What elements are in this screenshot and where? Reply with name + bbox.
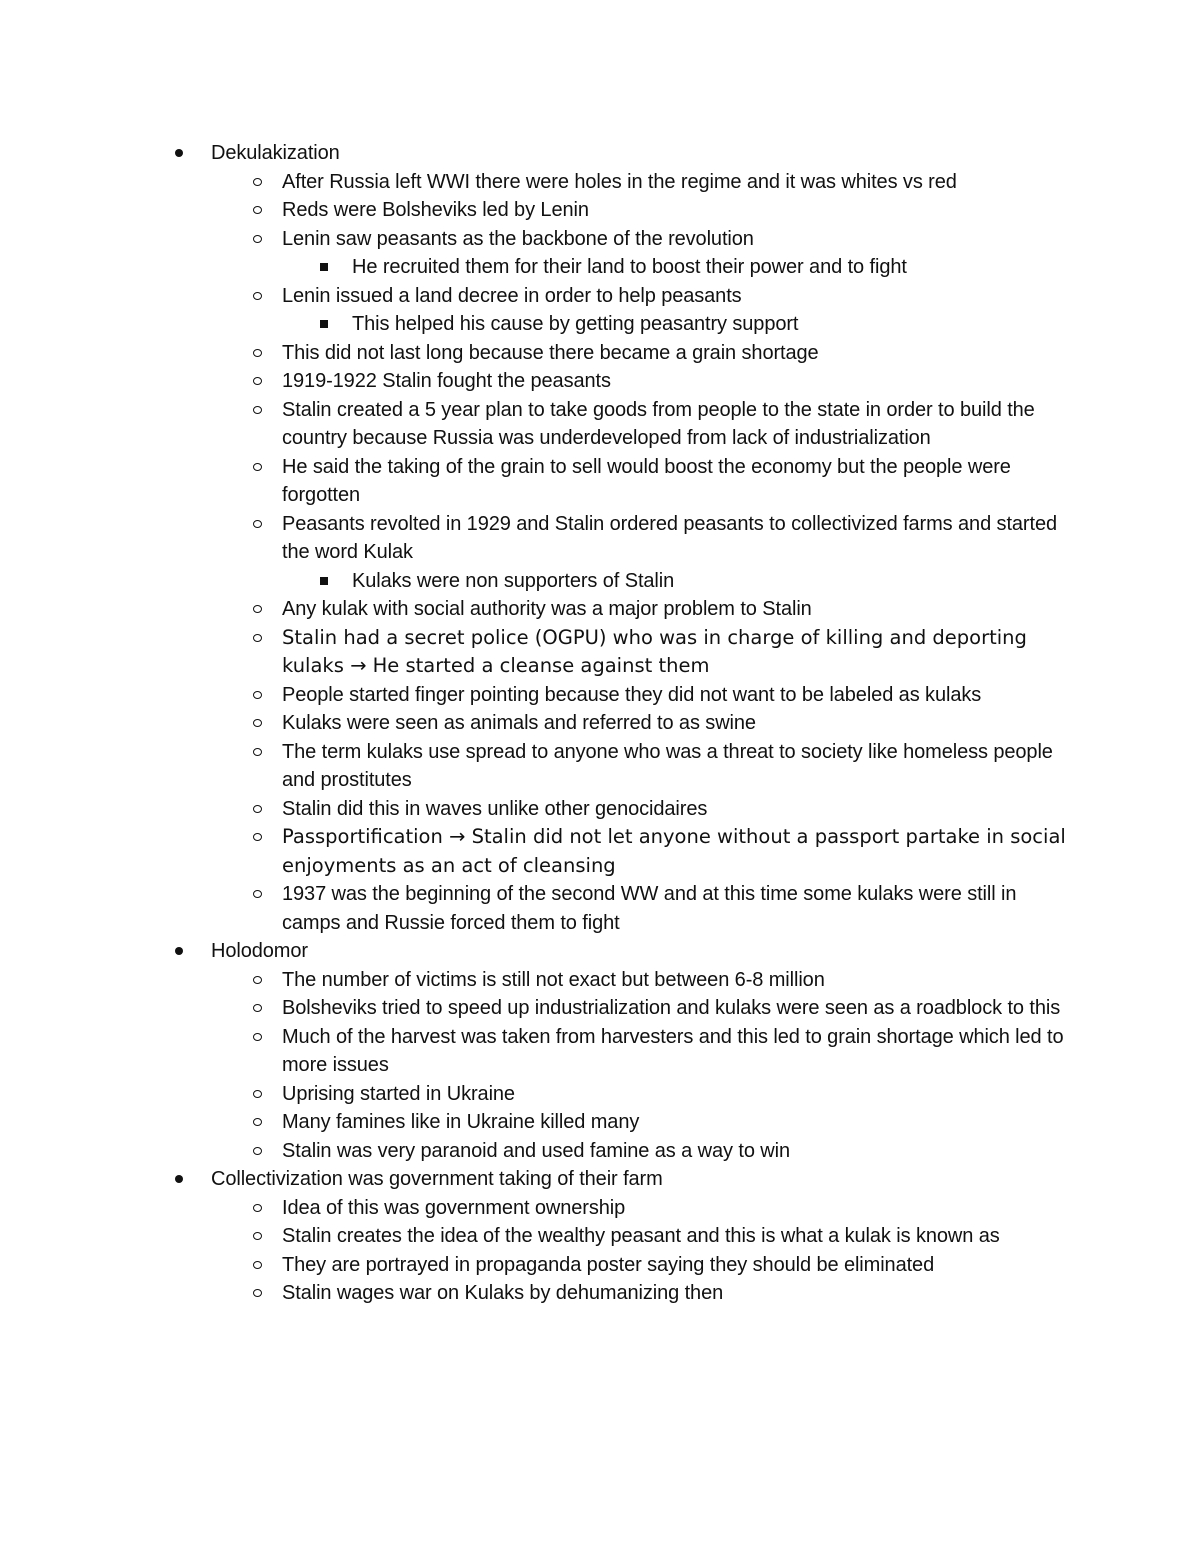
list-item: [282, 339, 1072, 368]
list-item-text: People started finger pointing because they did not want to be labeled as kulaks: [282, 683, 982, 706]
list-item: [282, 1108, 1072, 1137]
list-item: [282, 738, 1072, 795]
circle-bullet-icon: [249, 709, 265, 738]
list-item-text: Stalin was very paranoid and used famine as a way to win: [282, 1139, 791, 1162]
circle-bullet-icon: [249, 225, 265, 254]
list-item: [282, 1222, 1072, 1251]
list-item: [282, 1279, 1072, 1308]
circle-bullet-icon: [249, 966, 265, 995]
list-item: [282, 994, 1072, 1023]
circle-bullet-icon: [249, 1279, 265, 1308]
list-item: [282, 1194, 1072, 1223]
circle-bullet-icon: [249, 1023, 265, 1052]
list-item: [282, 1023, 1072, 1080]
list-item: [282, 1251, 1072, 1280]
list-item: [352, 310, 1072, 339]
circle-bullet-icon: [249, 339, 265, 368]
list-item-text: This did not last long because there became a grain shortage: [282, 341, 819, 364]
list-item: [282, 681, 1072, 710]
list-item: [211, 1165, 1071, 1194]
list-item-text: The term kulaks use spread to anyone who was a threat to society like homeless people and prostitutes: [282, 740, 1053, 791]
list-item-text: Kulaks were seen as animals and referred to as swine: [282, 712, 756, 734]
circle-bullet-icon: [249, 681, 265, 710]
list-item: [282, 795, 1072, 824]
circle-bullet-icon: [249, 282, 265, 311]
list-item-text: Stalin created a 5 year plan to take goods from people to the state in order to build the country because Russia was underdeveloped from lack of industrialization: [282, 398, 1035, 449]
list-item: [282, 225, 1072, 254]
list-item: [282, 282, 1072, 311]
list-item-text: Stalin wages war on Kulaks by dehumanizing then: [282, 1282, 724, 1304]
list-item-text: Lenin saw peasants as the backbone of the revolution: [282, 227, 754, 250]
list-item: [282, 1137, 1072, 1166]
list-item-text: Holodomor: [211, 940, 308, 962]
circle-bullet-icon: [249, 453, 265, 482]
list-item: [282, 966, 1072, 995]
list-item-text: Any kulak with social authority was a major problem to Stalin: [282, 598, 812, 620]
circle-bullet-icon: [249, 1108, 265, 1137]
list-item: [352, 567, 1072, 596]
disc-bullet-icon: [171, 937, 187, 966]
list-item: [282, 1080, 1072, 1109]
list-item: [211, 937, 1071, 966]
list-item-text: Uprising started in Ukraine: [282, 1082, 515, 1105]
list-item-text: Stalin did this in waves unlike other genocidaires: [282, 797, 708, 820]
circle-bullet-icon: [249, 880, 265, 909]
list-item-text: Stalin had a secret police (OGPU) who was in charge of killing and deporting kulaks → He started a cleanse against them: [282, 625, 1027, 677]
square-bullet-icon: [316, 567, 332, 596]
circle-bullet-icon: [249, 994, 265, 1023]
list-item-text: 1937 was the beginning of the second WW and at this time some kulaks were still in camps and Russie forced them to fight: [282, 883, 1017, 934]
list-item-text: Passportification → Stalin did not let anyone without a passport partake in social enjoyments as an act of cleansing: [282, 825, 1066, 877]
list-item-text: He said the taking of the grain to sell would boost the economy but the people were forgotten: [282, 455, 1011, 506]
circle-bullet-icon: [249, 738, 265, 767]
list-item: [282, 196, 1072, 225]
list-item-text: Reds were Bolsheviks led by Lenin: [282, 199, 589, 221]
circle-bullet-icon: [249, 1080, 265, 1109]
disc-bullet-icon: [171, 1165, 187, 1194]
list-item-text: Bolsheviks tried to speed up industrialization and kulaks were seen as a roadblock to this: [282, 997, 1061, 1019]
circle-bullet-icon: [249, 396, 265, 425]
list-item-text: After Russia left WWI there were holes in the regime and it was whites vs red: [282, 170, 957, 193]
bullet-list: [0, 139, 1200, 1308]
circle-bullet-icon: [249, 624, 265, 653]
list-item-text: Lenin issued a land decree in order to help peasants: [282, 284, 742, 307]
circle-bullet-icon: [249, 196, 265, 225]
list-item-text: They are portrayed in propaganda poster saying they should be eliminated: [282, 1253, 935, 1276]
list-item-text: The number of victims is still not exact but between 6-8 million: [282, 968, 825, 991]
circle-bullet-icon: [249, 1137, 265, 1166]
circle-bullet-icon: [249, 795, 265, 824]
circle-bullet-icon: [249, 595, 265, 624]
list-item-text: Stalin creates the idea of the wealthy peasant and this is what a kulak is known as: [282, 1225, 1000, 1247]
list-item-text: He recruited them for their land to boost their power and to fight: [352, 256, 907, 278]
list-item-text: Collectivization was government taking of their farm: [211, 1168, 663, 1190]
list-item: [352, 253, 1072, 282]
list-item-text: Peasants revolted in 1929 and Stalin ordered peasants to collectivized farms and started the word Kulak: [282, 512, 1057, 563]
list-item: [282, 595, 1072, 624]
disc-bullet-icon: [171, 139, 187, 168]
circle-bullet-icon: [249, 510, 265, 539]
list-item-text: Idea of this was government ownership: [282, 1196, 626, 1219]
list-item: [282, 367, 1072, 396]
circle-bullet-icon: [249, 823, 265, 852]
list-item-text: This helped his cause by getting peasantry support: [352, 313, 799, 335]
circle-bullet-icon: [249, 1222, 265, 1251]
list-item: [282, 510, 1072, 567]
circle-bullet-icon: [249, 1194, 265, 1223]
list-item: [282, 880, 1072, 937]
list-item: [211, 139, 1071, 168]
list-item: [282, 823, 1072, 880]
list-item-text: Many famines like in Ukraine killed many: [282, 1111, 640, 1133]
circle-bullet-icon: [249, 367, 265, 396]
list-item-text: Dekulakization: [211, 142, 340, 164]
list-item: [282, 624, 1072, 681]
circle-bullet-icon: [249, 1251, 265, 1280]
list-item: [282, 709, 1072, 738]
list-item-text: Kulaks were non supporters of Stalin: [352, 569, 675, 592]
list-item-text: 1919-1922 Stalin fought the peasants: [282, 370, 611, 392]
square-bullet-icon: [316, 310, 332, 339]
circle-bullet-icon: [249, 168, 265, 197]
list-item: [282, 396, 1072, 453]
list-item: [282, 453, 1072, 510]
list-item: [282, 168, 1072, 197]
list-item-text: Much of the harvest was taken from harvesters and this led to grain shortage which led to more issues: [282, 1025, 1064, 1076]
square-bullet-icon: [316, 253, 332, 282]
